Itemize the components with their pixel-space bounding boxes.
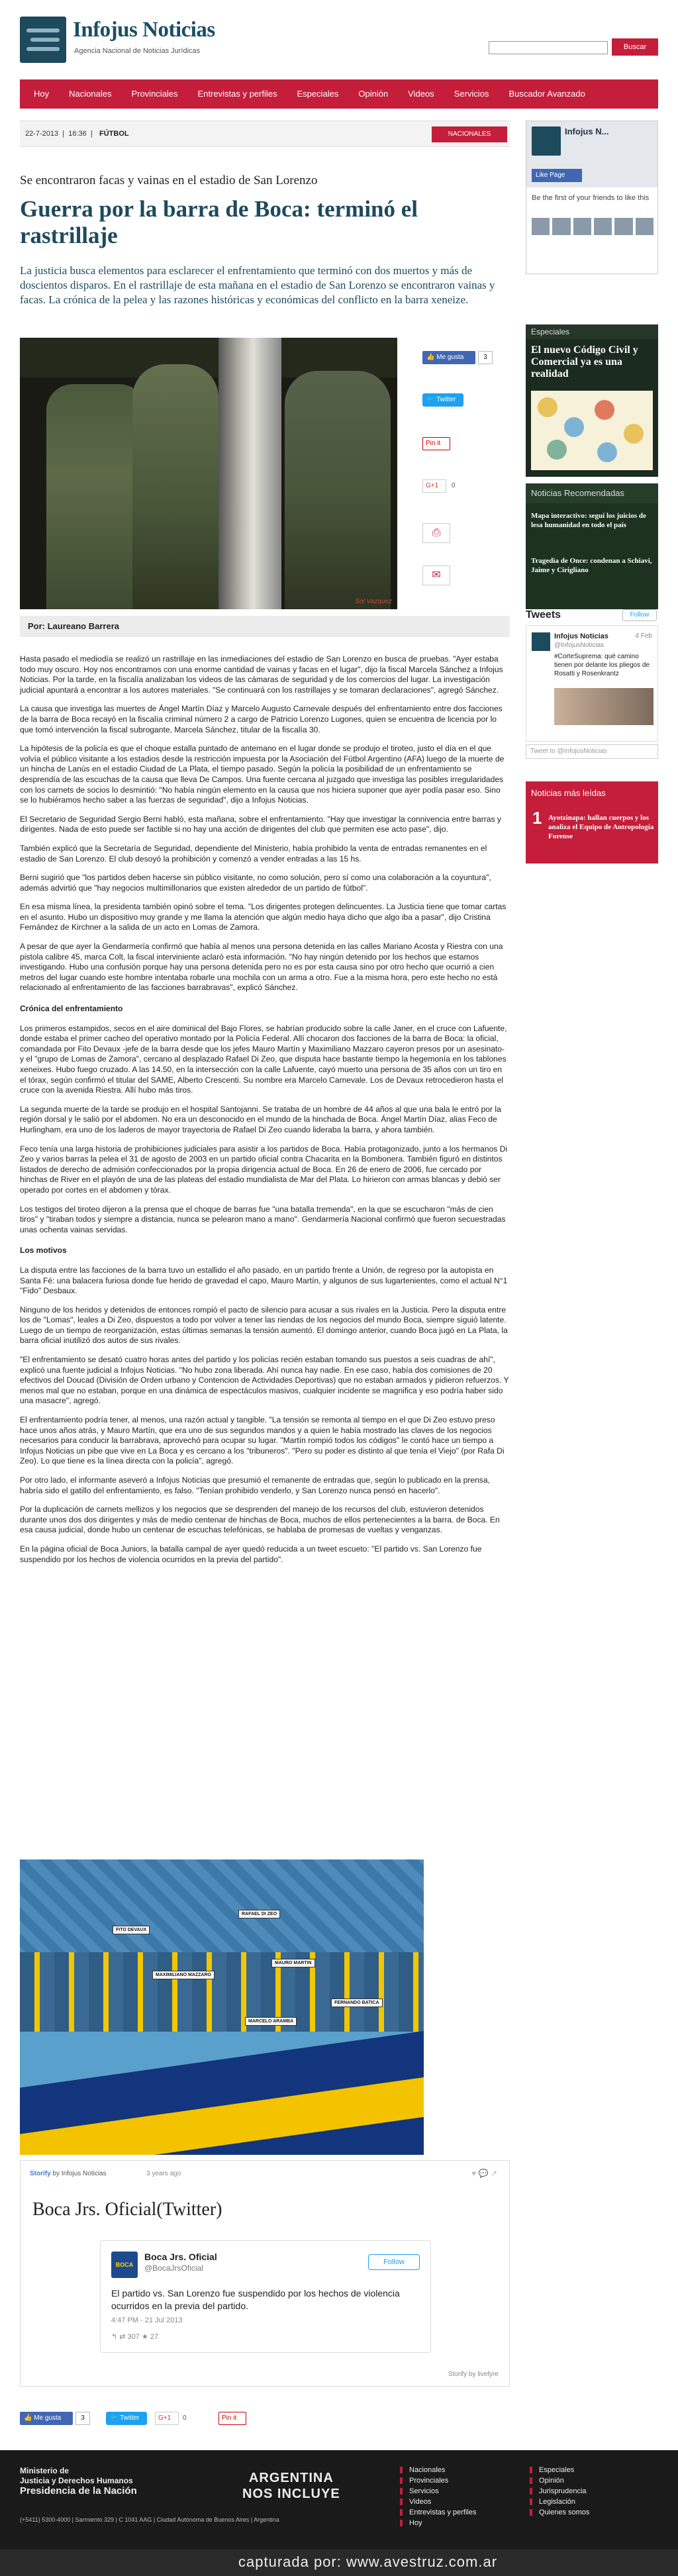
recommended-item[interactable]: Mapa interactivo: seguí los juicios de lesa humanidad en todo el país: [531, 512, 646, 529]
tweet-account-name[interactable]: Boca Jrs. Oficial: [144, 2252, 217, 2262]
body-paragraph: La causa que investiga las muertes de Ángel Martín Díaz y Marcelo Augusto Carnevale después del enfrentamiento entre dos facciones de la barra de Boca recayó en la fiscalía criminal número 2 a cargo de Patricio Lorenzo Lugones, quien se encuentra de licencia por lo que tomó intervención la fiscal subrogante, Marcela Sánchez, titular de la fiscalía 30.: [20, 704, 503, 734]
twitter-share-button[interactable]: 🐦 Twitter: [422, 393, 463, 407]
most-read-item[interactable]: Ayotzinapa: hallan cuerpos y los analiza el Equipo de Antropología Forense: [548, 814, 654, 840]
tweet-date[interactable]: 4 Feb: [635, 632, 652, 640]
ministry-line: Justicia y Derechos Humanos: [20, 2476, 133, 2485]
print-icon[interactable]: ⎙: [422, 523, 450, 543]
cartoon-illustration: [20, 1859, 424, 2155]
brand-subtitle: Agencia Nacional de Noticias Jurídicas: [74, 47, 201, 55]
most-read-header: Noticias más leídas: [531, 788, 606, 798]
tw-label: Twitter: [120, 2414, 140, 2422]
email-icon[interactable]: ✉: [422, 566, 450, 585]
body-paragraph: A pesar de que ayer la Gendarmería confirmó que había al menos una persona detenida en las calles Mariano Acosta y Riestra con una pistola calibre 45, marca Colt, la fiscal interviniente aclaró esta información. "No hay ningún detenido por los hechos que estamos investigando. Hubo una confusión porque hay una persona detenida pero no es por esta causa sino por otro hecho que ocurrió a cien metros del lugar cuando este hombre intentaba robarle una mochila con un arma a otro. Fue a la misma hora, pero este hecho no está relacionado al enfrentamiento de las facciones barrabravas", explicó Sánchez.: [20, 942, 503, 993]
body-paragraph: Ninguno de los heridos y detenidos de entonces rompió el pacto de silencio para acusar a sus rivales en la Justicia. Pero la disputa entre los de "Lomas", leales a Di Zeo, dispuestos a todo por volver a tener las riendas de los negocios del mundo Boca, siempre siguió latente. Luego de un tiempo de reorganización, estas últimas semanas la tensión aumentó. El domingo anterior, cuando Boca jugó en La Plata, la barra oficial inutilizó dos autos de sus rivales.: [20, 1305, 508, 1346]
nav-item-videos[interactable]: Videos: [408, 89, 434, 99]
tweets-header: Tweets: [526, 609, 561, 620]
tweet-text: #CorteSuprema: qué camino tienen por delante los pliegos de Rosatti y Rosenkrantz: [554, 653, 650, 677]
nav-item-hoy[interactable]: Hoy: [34, 89, 50, 99]
twitter-share-button[interactable]: 🐦 Twitter: [106, 2412, 147, 2425]
section-heading-cronica: Crónica del enfrentamiento: [20, 1004, 123, 1014]
date-value: 22-7-2013: [25, 130, 59, 138]
bottom-share-bar: [20, 2410, 285, 2426]
tw-label: Twitter: [436, 396, 456, 403]
fb-cover: [526, 121, 657, 187]
fb-like-page-button[interactable]: Like Page: [532, 169, 582, 182]
body-paragraph: Los testigos del tiroteo dijeron a la prensa que el choque de barras fue "una batalla tremenda", en la que se escucharon "más de cien tiros" y "tiraban todos y siempre a distancia, nunca se pelearon mano a mano". Gendarmería Nacional confirmó que fueron secuestradas unas ochenta vainas servidas.: [20, 1204, 506, 1234]
body-paragraph: Hasta pasado el mediodía se realizó un rastrillaje en las inmediaciones del estadio de San Lorenzo en busca de pruebas. "Ayer estaba todo muy oscuro. Hoy nos encontramos con una enorme cantidad de vainas y facas en el lugar", dijo la fiscal Marcela Sánchez a Infojus Noticias. Por la tarde, en la fiscalía analizaban los videos de las cámaras de seguridad y de los comercios del lugar. La investigación judicial apuntará a encontrar a los autores materiales. "Se continuará con los rastrillajes y se tomaran declaraciones", agregó Sánchez.: [20, 654, 503, 695]
capture-watermark: [0, 2550, 678, 2576]
storify-age: 3 years ago: [146, 2170, 181, 2177]
tweet-account-handle[interactable]: @InfojusNoticias: [554, 642, 605, 649]
facebook-like-button[interactable]: 👍 Me gusta: [20, 2412, 73, 2425]
body-paragraph: La disputa entre las facciones de la barra tuvo un estallido el año pasado, en un partido frente a Unión, de regreso por la autopista en Santa Fé: una balacera furiosa donde fue herido de gravedad el capo, Mauro Martín, y algunos de sus lugartenientes, como el actual N°1 "Fido" Desbaux.: [20, 1265, 508, 1296]
search-button[interactable]: Buscar: [612, 38, 658, 56]
tweet-to-input[interactable]: Tweet to @InfojusNoticias: [526, 744, 658, 759]
fb-friends-text: Be the first of your friends to like this: [532, 194, 650, 202]
logo-mark-icon: [20, 17, 66, 63]
cartoon-label: MARCELO ARAMBA: [245, 2017, 297, 2026]
body-paragraph: La hipótesis de la policía es que el choque estalla puntado de antemano en el lugar donde se produjo el tiroteo, justo el día en el que volvía el público visitante a los estadios desde la restricción impuesta por la Asociación del Fútbol Argentino (AFA) luego de la muerte de un hincha de Lanús en el estadio Ciudad de La Plata, el tiempo pasado. Según la policía la posibilidad de un enfrentamiento se desprendía de las escuchas de la causa que lleva De Campos. Una fuente cercana al juzgado que investiga las posibles irregularidades con los carnets de socios lo desmintió: "No había ningún elemento en la causa que nos hiciera suponer que ayer podía pasar eso. Sino se lo hubiéramos hecho saber a las fuerzas de seguridad", dijo a Infojus Noticias.: [20, 744, 505, 805]
storify-footer[interactable]: Storify by livefyre: [448, 2371, 499, 2378]
body-paragraph: El enfrentamiento podría tener, al menos, una razón actual y tangible. "La tensión se remonta al tiempo en el que Di Zeo estuvo preso hace unos años atrás, y Mauro Martín, que era uno de sus segundos mandos y a quien le había mostrado las claves de los negocios necesarios para conducir la barrabrava, aprovechó para ocupar su lugar. "Martín rompió todos los códigos" le contó hace un tiempo a Infojus Noticias un pibe que vive en La Boca y es cercano a los "tribuneros". "Pero su poder es distinto al que tenía el Viejo" (por Rafa Di Zeo). Lo que tiene es la línea directa con la policía", agregó.: [20, 1415, 505, 1466]
body-paragraph: Los primeros estampidos, secos en el aire dominical del Bajo Flores, se habrían producido sobre la calle Janer, en el cruce con Lafuente, donde estaba el primer cacheo del operativo montado por la Policía Federal. Allí chocaron dos facciones de la barra de Boca: la oficial, comandada por Fito Devaux -jefe de la barra desde que los jefes Mauro Martín y Maximiliano Mazzaro cayeron presos por un asesinato- y el "grupo de Lomas de Zamora", cercano al desplazado Rafael Di Zeo, que disputa hace bastante tiempo la hegemonía en los tablones xeneixes. Hubo fuego cruzado. A las 14.50, en la intersección con la calle Lafuente, cayó muerto una persona de 35 años con un tiro en el tórax, según confirmó el titular del SAME, Alberto Crescenti. Su nombre era Marcelo Carnevale. Los de Devaux retrocedieron hasta el cruce con la avenida Riestra. Allí hubo más tiros.: [20, 1023, 507, 1095]
google-plus-count: 0: [452, 482, 456, 489]
tweet-time[interactable]: 4:47 PM - 21 Jul 2013: [111, 2316, 183, 2324]
cartoon-label: MAURO MARTIN: [271, 1959, 315, 1967]
tweet-text: El partido vs. San Lorenzo fue suspendido por los hechos de violencia ocurridos en la previa del partido.: [111, 2288, 400, 2311]
article-date: 22-7-2013 | 16:36 |: [25, 130, 93, 138]
ministry-logo[interactable]: [20, 2466, 137, 2496]
tweet-account-handle[interactable]: @BocaJrsOficial: [144, 2263, 203, 2273]
storify-author[interactable]: by Infojus Noticias: [52, 2170, 107, 2177]
section-heading-motivos: Los motivos: [20, 1246, 67, 1256]
footer-link[interactable]: Provinciales: [400, 2475, 476, 2486]
nav-item-nacionales[interactable]: Nacionales: [69, 89, 112, 99]
tweet-image[interactable]: [554, 688, 654, 725]
storify-embed: [20, 2160, 510, 2387]
specials-title[interactable]: El nuevo Código Civil y Comercial ya es una realidad: [531, 344, 638, 379]
footer-links-col1: [400, 2465, 476, 2528]
article-meta-bar: [20, 121, 510, 147]
footer-link[interactable]: Entrevistas y perfiles: [400, 2507, 476, 2518]
footer-link[interactable]: Especiales: [530, 2465, 589, 2475]
twitter-timeline-widget: [526, 609, 658, 762]
google-plus-button[interactable]: G+1: [422, 479, 446, 493]
facebook-like-count: 3: [75, 2412, 90, 2425]
body-paragraph: Por otro lado, el informante aseveró a Infojus Noticias que presumió el remanente de entradas que, según lo publicado en la prensa, habría sido el gatillo del enfrentamiento, es falso. "Tenían prohibido venderlo, y San Lorenzo nunca pensó en hacerlo".: [20, 1475, 490, 1495]
google-plus-button[interactable]: G+1: [155, 2412, 179, 2425]
footer-link[interactable]: Servicios: [400, 2486, 476, 2497]
brand-name: Infojus Noticias: [73, 18, 215, 42]
storify-action-icons[interactable]: ♥ 💬 ↗: [471, 2169, 497, 2178]
site-footer: [0, 2450, 678, 2550]
body-paragraph: "El enfrentamiento se desató cuatro horas antes del partido y los policías recién estaban tomando sus puestos a seis cuadras de ahí", explicó una fuente judicial a Infojus Noticias. "No hubo zona liberada. Ahí nunca hay nadie. En ese caso, había dos comisiones de 20 efectivos del Doucad (División de Orden urbano y Contencion de Actividades Deportivas) que no estaban armados y pidieron refuerzos. Y menos mal que no estaban, porque en una dinámica de espectáculos masivos, cualquier incidente se magnifica y eso podría haber sido una masacre", agregó.: [20, 1355, 509, 1406]
google-plus-count: 0: [183, 2414, 187, 2422]
site-header: [0, 0, 678, 76]
footer-link[interactable]: Videos: [400, 2497, 476, 2507]
most-read-rank: 1: [532, 808, 542, 828]
nav-item-servicios[interactable]: Servicios: [454, 89, 489, 99]
recommended-news-box: [526, 483, 658, 615]
tweet-card[interactable]: [526, 625, 658, 742]
capture-text: capturada por: www.avestruz.com.ar: [238, 2553, 498, 2570]
article-lead: La justicia busca elementos para esclarecer el enfrentamiento que terminó con dos muertos y más de doscientos disparos. En el rastrillaje de esta mañana en el estadio de San Lorenzo se encontraron vainas y facas. La crónica de la pelea y las razones históricas y económicas del conflicto en la barra xeneize.: [20, 264, 495, 306]
recommended-item[interactable]: Tragedia de Once: condenan a Schiavi, Jaime y Cirigliano: [531, 557, 652, 574]
article-kicker: Se encontraron facas y vainas en el estadio de San Lorenzo: [20, 173, 318, 187]
avatar[interactable]: [532, 632, 550, 651]
facebook-page-widget: [526, 121, 658, 274]
ministry-line: Ministerio de: [20, 2466, 70, 2475]
argentina-slogan: [242, 2470, 340, 2502]
pinterest-button[interactable]: Pin it: [422, 437, 450, 450]
body-paragraph: Feco tenía una larga historia de prohibiciones judiciales para asistir a los partidos de Boca. Había protagonizado, junto a los hermanos Di Zeo y varios barras la pelea el 31 de agosto de 2003 en un partido oficial contra Chacarita en la Bombonera. También figuró en distintos listados de derecho de admisión confeccionados por la propia dirigencia actual de Boca. En 26 de enero de 2006, fue cercado por hinchas de River en el playón de una de las plateas del estadio mundialista de Mar del Plata. Lo hirieron con armas blancas y debió ser operado por cortes en el abdomen y tórax.: [20, 1144, 508, 1195]
footer-links-col2: [530, 2465, 589, 2518]
cartoon-label: MAXIMILIANO MAZZARO: [152, 1971, 215, 1979]
fb-friend-faces: [532, 218, 654, 235]
main-nav: [20, 79, 658, 109]
tweet-stats[interactable]: ↰ ⇄ 307 ★ 27: [111, 2333, 159, 2341]
body-paragraph: El Secretario de Seguridad Sergio Berni habló, esta mañana, sobre el enfrentamiento. "Hay que investigar la connivencia entre barras y dirigentes. Nada de esto puede ser factible si no hay una acción de dirigentes del club que permiten ese acto pase", dijo.: [20, 814, 501, 834]
facebook-like-button[interactable]: 👍 Me gusta: [422, 351, 475, 364]
nav-item-opinion[interactable]: Opinión: [358, 89, 389, 99]
fb-page-title[interactable]: Infojus N...: [565, 126, 609, 136]
fb-page-avatar[interactable]: [532, 126, 561, 156]
article-headline: Guerra por la barra de Boca: terminó el rastrillaje: [20, 196, 418, 248]
body-paragraph: En esa misma línea, la presidenta también opinó sobre el tema. "Los dirigentes protegen delincuentes. La Justicia tiene que tomar cartas en el asunto. Hubo un dispositivo muy grande y me llama la atención que algún medio haya dicho que algo iba a pasar", dijo Cristina Fernández de Kirchner a la salida de un acto en Lomas de Zamora.: [20, 902, 507, 932]
specials-header: Especiales: [526, 324, 658, 339]
cartoon-label: FITO DEVAUX: [113, 1926, 150, 1934]
nav-item-provinciales[interactable]: Provinciales: [131, 89, 178, 99]
specials-illustration[interactable]: [531, 391, 653, 470]
nav-item-entrevistas[interactable]: Entrevistas y perfiles: [197, 89, 277, 99]
time-value: 16:36: [68, 130, 87, 138]
body-paragraph: La segunda muerte de la tarde se produjo en el hospital Santojanni. Se trataba de un hombre de 44 años al que una bala le entró por la región dorsal y le salió por el abdomen. No era un desconocido en el mundo de la hinchada de Boca. Ángel Martín Díaz, alias Feco de Hurlingham, era uno de los laderos de mayor trayectoria de Rafael Di Zeo cuando lideraba la barra, y ahora también.: [20, 1104, 501, 1134]
footer-link[interactable]: Legislación: [530, 2497, 589, 2507]
body-paragraph: Berni sugirió que "los partidos deben hacerse sin público visitante, no como solución, pero sí como una colaboración a la coyuntura", además advirtió que "hay negocios multimillonarios que existen alrededor de un partido de fútbol".: [20, 873, 491, 893]
cartoon-label: FERNANDO BATICA: [331, 1999, 383, 2007]
twitter-follow-button[interactable]: Follow: [622, 609, 657, 621]
body-paragraph: Por la duplicación de carnets mellizos y los negocios que se desprenden del manejo de los recursos del club, estuvieron detenidos durante unos dos dos dirigentes y más de medio centenar de hinchas de Boca, muchos de ellos pertenecientes a la barra. de Boca. En esa causa judicial, donde hubo un centenar de escuchas telefónicas, se hablaba de promesas de vueltas y venganzas.: [20, 1505, 500, 1535]
footer-link[interactable]: Hoy: [400, 2518, 476, 2528]
embedded-tweet[interactable]: [100, 2240, 431, 2353]
slogan-line: ARGENTINA: [248, 2471, 334, 2485]
search-input[interactable]: [489, 41, 608, 54]
article-body: [20, 654, 510, 1573]
slogan-line: NOS INCLUYE: [242, 2487, 340, 2501]
storify-brand[interactable]: Storify: [30, 2170, 51, 2177]
footer-link[interactable]: Nacionales: [400, 2465, 476, 2475]
article-photo: [20, 338, 397, 609]
site-logo[interactable]: [20, 17, 245, 63]
avatar[interactable]: BOCA: [111, 2252, 138, 2278]
nav-item-especiales[interactable]: Especiales: [297, 89, 339, 99]
nav-item-buscador[interactable]: Buscador Avanzado: [508, 89, 585, 99]
footer-link[interactable]: Quienes somos: [530, 2507, 589, 2518]
body-paragraph: En la página oficial de Boca Juniors, la batalla campal de ayer quedó reducida a un tweet escueto: "El partido vs. San Lorenzo fue suspendido por los hechos de violencia ocurridos en la previa del partido".: [20, 1544, 482, 1564]
footer-link[interactable]: Jurisprudencia: [530, 2486, 589, 2497]
article-section[interactable]: FÚTBOL: [99, 130, 129, 138]
tweet-account-name[interactable]: Infojus Noticias: [554, 632, 608, 640]
specials-box[interactable]: [526, 324, 658, 477]
footer-address: (+5411) 5300-4000 | Sarmiento 329 | C 1041 AAG | Ciudad Autónoma de Buenos Aires | Argentina: [20, 2516, 279, 2523]
fb-label: Me gusta: [34, 2414, 62, 2422]
category-badge[interactable]: NACIONALES: [432, 126, 507, 142]
recommended-header: Noticias Recomendadas: [526, 483, 658, 503]
fb-label: Me gusta: [436, 354, 464, 361]
storify-title: Boca Jrs. Oficial(Twitter): [32, 2199, 222, 2220]
most-read-box: [526, 781, 658, 864]
footer-link[interactable]: Opinión: [530, 2475, 589, 2486]
follow-button[interactable]: Follow: [368, 2254, 420, 2270]
article-byline: Por: Laureano Barrera: [20, 616, 510, 637]
ministry-line: Presidencia de la Nación: [20, 2485, 137, 2497]
photo-credit: Sol Vazquez: [355, 598, 392, 605]
cartoon-label: RAFAEL DI ZEO: [238, 1910, 280, 1918]
facebook-like-count: 3: [478, 351, 493, 364]
pinterest-button[interactable]: Pin it: [218, 2412, 246, 2425]
storify-attribution: [30, 2170, 107, 2177]
body-paragraph: También explicó que la Secretaría de Seguridad, dependiente del Ministerio, había prohibido la venta de entradas remanentes en el estadio de San Lorenzo. El club desoyó la prohibición y comenzó a vender entradas a las 15 hs.: [20, 843, 487, 864]
